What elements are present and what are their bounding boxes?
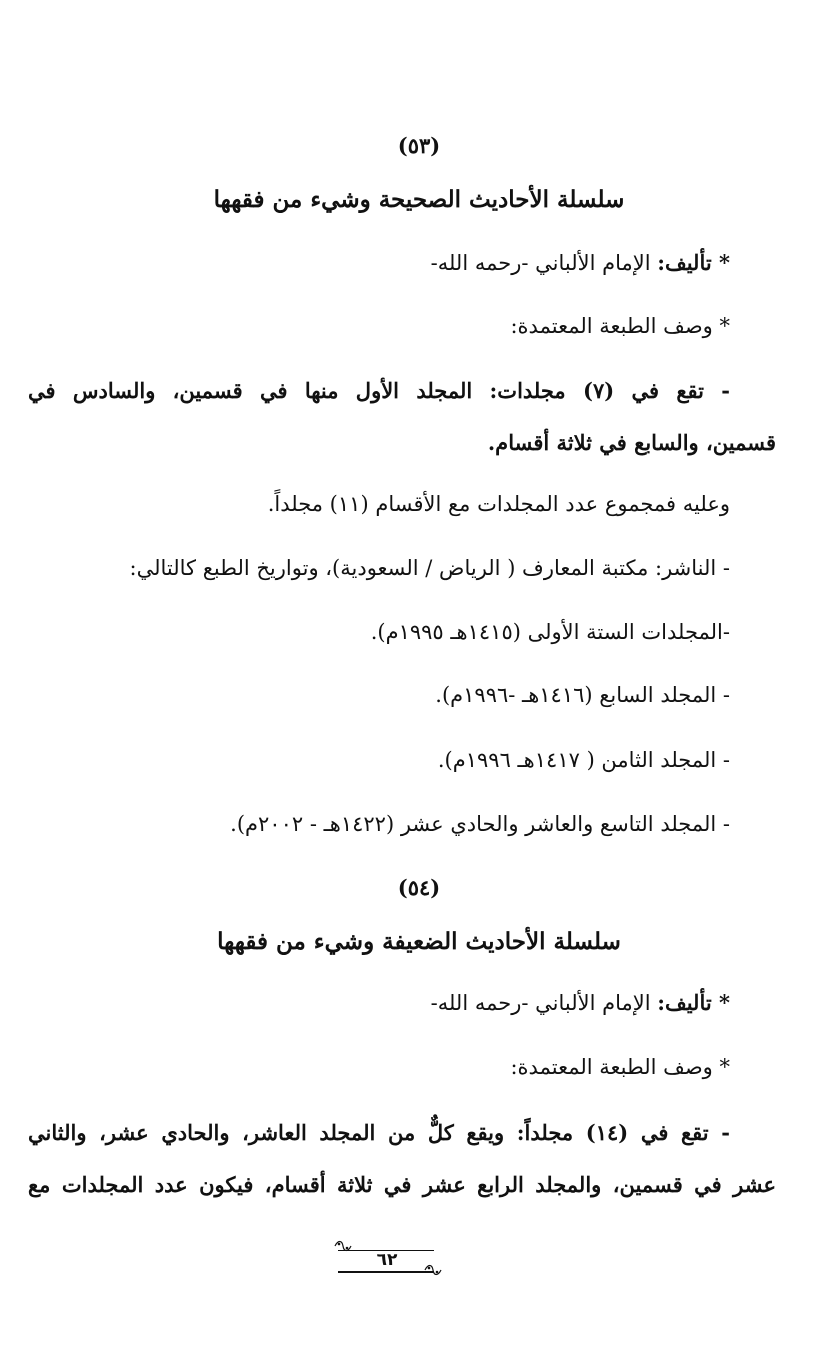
paragraph-line: - المجلد الثامن ( ١٤١٧هـ ١٩٩٦م). <box>437 748 730 772</box>
author-name: الإمام الألباني -رحمه الله- <box>430 991 651 1015</box>
page-number: ٦٢ <box>376 1250 398 1270</box>
section-number: (٥٤) <box>397 875 441 900</box>
page-number-frame <box>332 1240 442 1276</box>
section-number: (٥٣) <box>397 133 441 158</box>
edition-label: * وصف الطبعة المعتمدة: <box>510 1055 730 1079</box>
paragraph-line: - المجلد التاسع والعاشر والحادي عشر (١٤٢٢هـ - ٢٠٠٢م). <box>230 812 730 836</box>
paragraph-line: - تقع في (٧) مجلدات: المجلد الأول منها في قسمين، والسادس في <box>28 378 730 403</box>
section-title: سلسلة الأحاديث الضعيفة وشيء من فقهها <box>217 928 621 955</box>
paragraph-line: عشر في قسمين، والمجلد الرابع عشر في ثلاثة أقسام، فيكون عدد المجلدات مع <box>28 1172 776 1197</box>
section-title: سلسلة الأحاديث الصحيحة وشيء من فقهها <box>213 186 625 213</box>
author-line <box>60 988 730 1018</box>
edition-label: * وصف الطبعة المعتمدة: <box>510 314 730 338</box>
paragraph-line: - تقع في (١٤) مجلداً: ويقع كلٌّ من المجلد العاشر، والحادي عشر، والثاني <box>28 1120 730 1145</box>
author-label: * تأليف: <box>657 250 730 275</box>
author-name: الإمام الألباني -رحمه الله- <box>430 251 651 275</box>
paragraph-line: وعليه فمجموع عدد المجلدات مع الأقسام (١١) مجلداً. <box>267 492 730 516</box>
paragraph-line: قسمين، والسابع في ثلاثة أقسام. <box>487 430 776 455</box>
paragraph-line: - المجلد السابع (١٤١٦هـ -١٩٩٦م). <box>435 683 730 707</box>
paragraph-line: - الناشر: مكتبة المعارف ( الرياض / السعودية)، وتواريخ الطبع كالتالي: <box>129 556 730 580</box>
author-label: * تأليف: <box>657 990 730 1015</box>
paragraph-line: -المجلدات الستة الأولى (١٤١٥هـ ١٩٩٥م). <box>370 620 730 644</box>
author-line <box>60 248 730 278</box>
